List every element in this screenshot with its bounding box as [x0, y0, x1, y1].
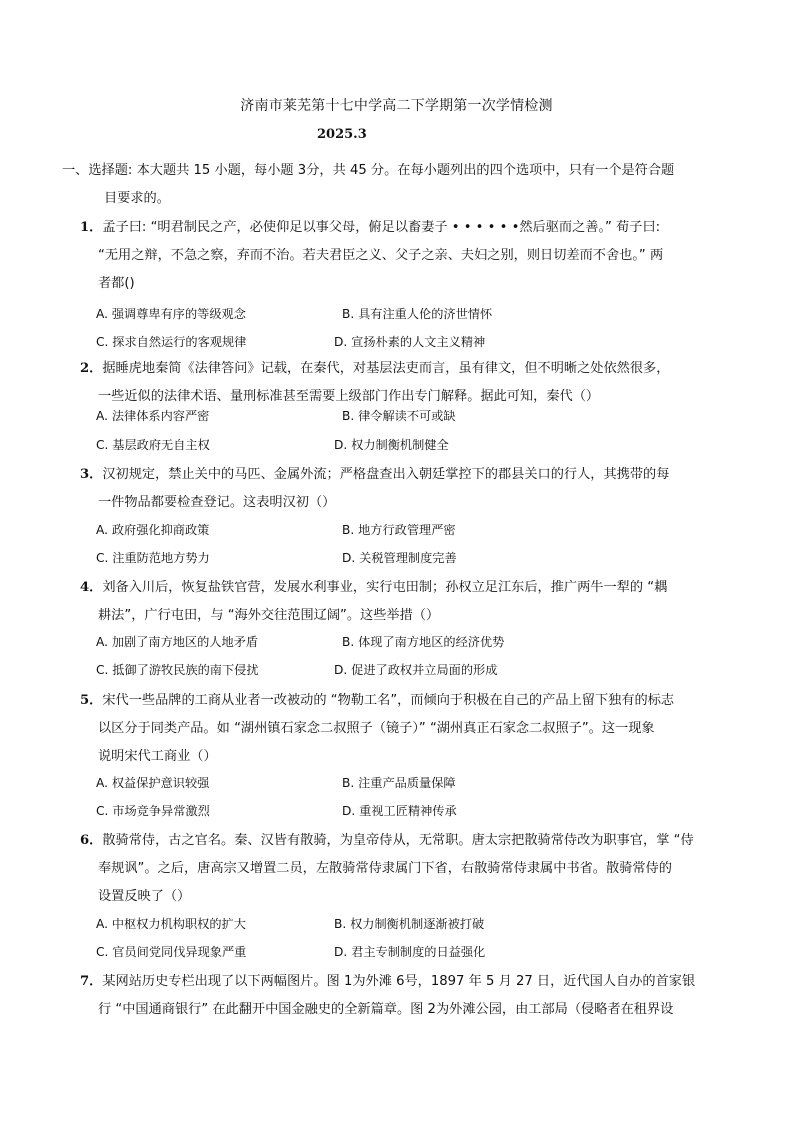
option-c: C. 官员间党同伐异现象严重: [96, 945, 247, 959]
question-text-line: 刘备入川后，恢复盐铁官营，发展水利事业，实行屯田制；孙权立足江东后，推广两牛一犁的 “耦: [102, 580, 668, 595]
question-number: 3．: [80, 467, 103, 482]
question-number: 7．: [80, 974, 103, 989]
option-d: D. 宣扬朴素的人文主义精神: [334, 335, 486, 349]
question-text-line: 以区分于同类产品。如 “湖州镇石家念二叔照子（镜子）” “湖州真正石家念二叔照子”。这一现象: [98, 721, 655, 736]
question-text-line: 散骑常侍，古之官名。秦、汉皆有散骑，为皇帝侍从，无常职。唐太宗把散骑常侍改为职事官，掌 “侍: [102, 833, 694, 848]
option-c: C. 探求自然运行的客观规律: [96, 335, 247, 349]
section-heading: [62, 157, 722, 213]
option-c: C. 市场竞争异常激烈: [96, 804, 210, 818]
option-a: A. 法律体系内容严密: [96, 409, 210, 423]
option-d: D. 权力制衡机制健全: [334, 438, 449, 452]
document-title: 济南市莱芜第十七中学高二下学期第一次学情检测: [240, 98, 553, 114]
option-a: A. 权益保护意识较强: [96, 776, 210, 790]
option-d: D. 促进了政权并立局面的形成: [334, 663, 498, 677]
question-text-line: 一些近似的法律术语、量刑标准甚至需要上级部门作出专门解释。据此可知，秦代（）: [98, 389, 600, 404]
option-d: D. 君主专制制度的日益强化: [334, 945, 486, 959]
question-number: 4．: [80, 580, 103, 595]
option-b: B. 具有注重人伦的济世情怀: [342, 307, 493, 321]
question-text-line: 耕法”，广行屯田，与 “海外交往范围辽阔”。这些举措（）: [98, 608, 440, 623]
question-text-line: 汉初规定，禁止关中的马匹、金属外流；严格盘查出入朝廷掌控下的郡县关口的行人，其携带的每: [102, 467, 670, 482]
question-text-line: 说明宋代工商业（）: [98, 749, 217, 764]
section-heading-line-2: 目要求的。: [104, 191, 170, 206]
question-text-line: 者都(): [98, 276, 135, 291]
option-b: B. 律令解读不可或缺: [342, 409, 456, 423]
question-number: 2．: [80, 361, 103, 376]
question-text-line: 行 “中国通商银行” 在此翻开中国金融史的全新篇章。图 2为外滩公园，由工部局（侵略者在租界设: [98, 1002, 674, 1017]
option-a: A. 加剧了南方地区的人地矛盾: [96, 635, 259, 649]
option-d: D. 重视工匠精神传承: [342, 804, 457, 818]
question-text-line: 据睡虎地秦简《法律答问》记载，在秦代，对基层法吏而言，虽有律文，但不明晰之处依然很多，: [102, 361, 670, 376]
option-b: B. 体现了南方地区的经济优势: [342, 635, 505, 649]
option-a: A. 中枢权力机构职权的扩大: [96, 917, 246, 931]
question-number: 1．: [80, 220, 103, 235]
question-text-line: 某网站历史专栏出现了以下两幅图片。图 1为外滩 6号，1897 年 5 月 27 日，近代国人自办的首家银: [102, 974, 696, 989]
question-number: 6．: [80, 833, 103, 848]
question-number: 5．: [80, 693, 103, 708]
question-text-line: “无用之辩，不急之察，弃而不治。若夫君臣之义、父子之亲、夫妇之别，则日切差而不舍也。” 两: [98, 248, 664, 263]
option-c: C. 注重防范地方势力: [96, 551, 210, 565]
section-heading-line-1: 一、选择题: 本大题共 15 小题，每小题 3分，共 45 分。在每小题列出的四个选项中，只有一个是符合题: [62, 163, 675, 178]
exam-date: 2025.3: [317, 127, 367, 142]
option-a: A. 强调尊卑有序的等级观念: [96, 307, 246, 321]
option-b: B. 权力制衡机制逐渐被打破: [334, 917, 485, 931]
question-text-line: 一件物品都要检查登记。这表明汉初（）: [98, 495, 336, 510]
option-a: A. 政府强化抑商政策: [96, 523, 210, 537]
option-b: B. 地方行政管理严密: [342, 523, 456, 537]
option-c: C. 抵御了游牧民族的南下侵扰: [96, 663, 259, 677]
question-text-line: 孟子曰: “明君制民之产，必使仰足以事父母，俯足以畜妻子 • • • • • •然后驱而之善。” 荀子曰:: [102, 220, 661, 235]
option-c: C. 基层政府无自主权: [96, 438, 210, 452]
question-text-line: 奉规讽”。之后，唐高宗又增置二员，左散骑常侍隶属门下省，右散骑常侍隶属中书省。散骑常侍的: [98, 861, 672, 876]
question-text-line: 设置反映了（）: [98, 889, 191, 904]
question-text-line: 宋代一些品牌的工商从业者一改被动的 “物勒工名”，而倾向于积极在自己的产品上留下独有的标志: [102, 693, 675, 708]
option-b: B. 注重产品质量保障: [342, 776, 456, 790]
option-d: D. 关税管理制度完善: [342, 551, 457, 565]
